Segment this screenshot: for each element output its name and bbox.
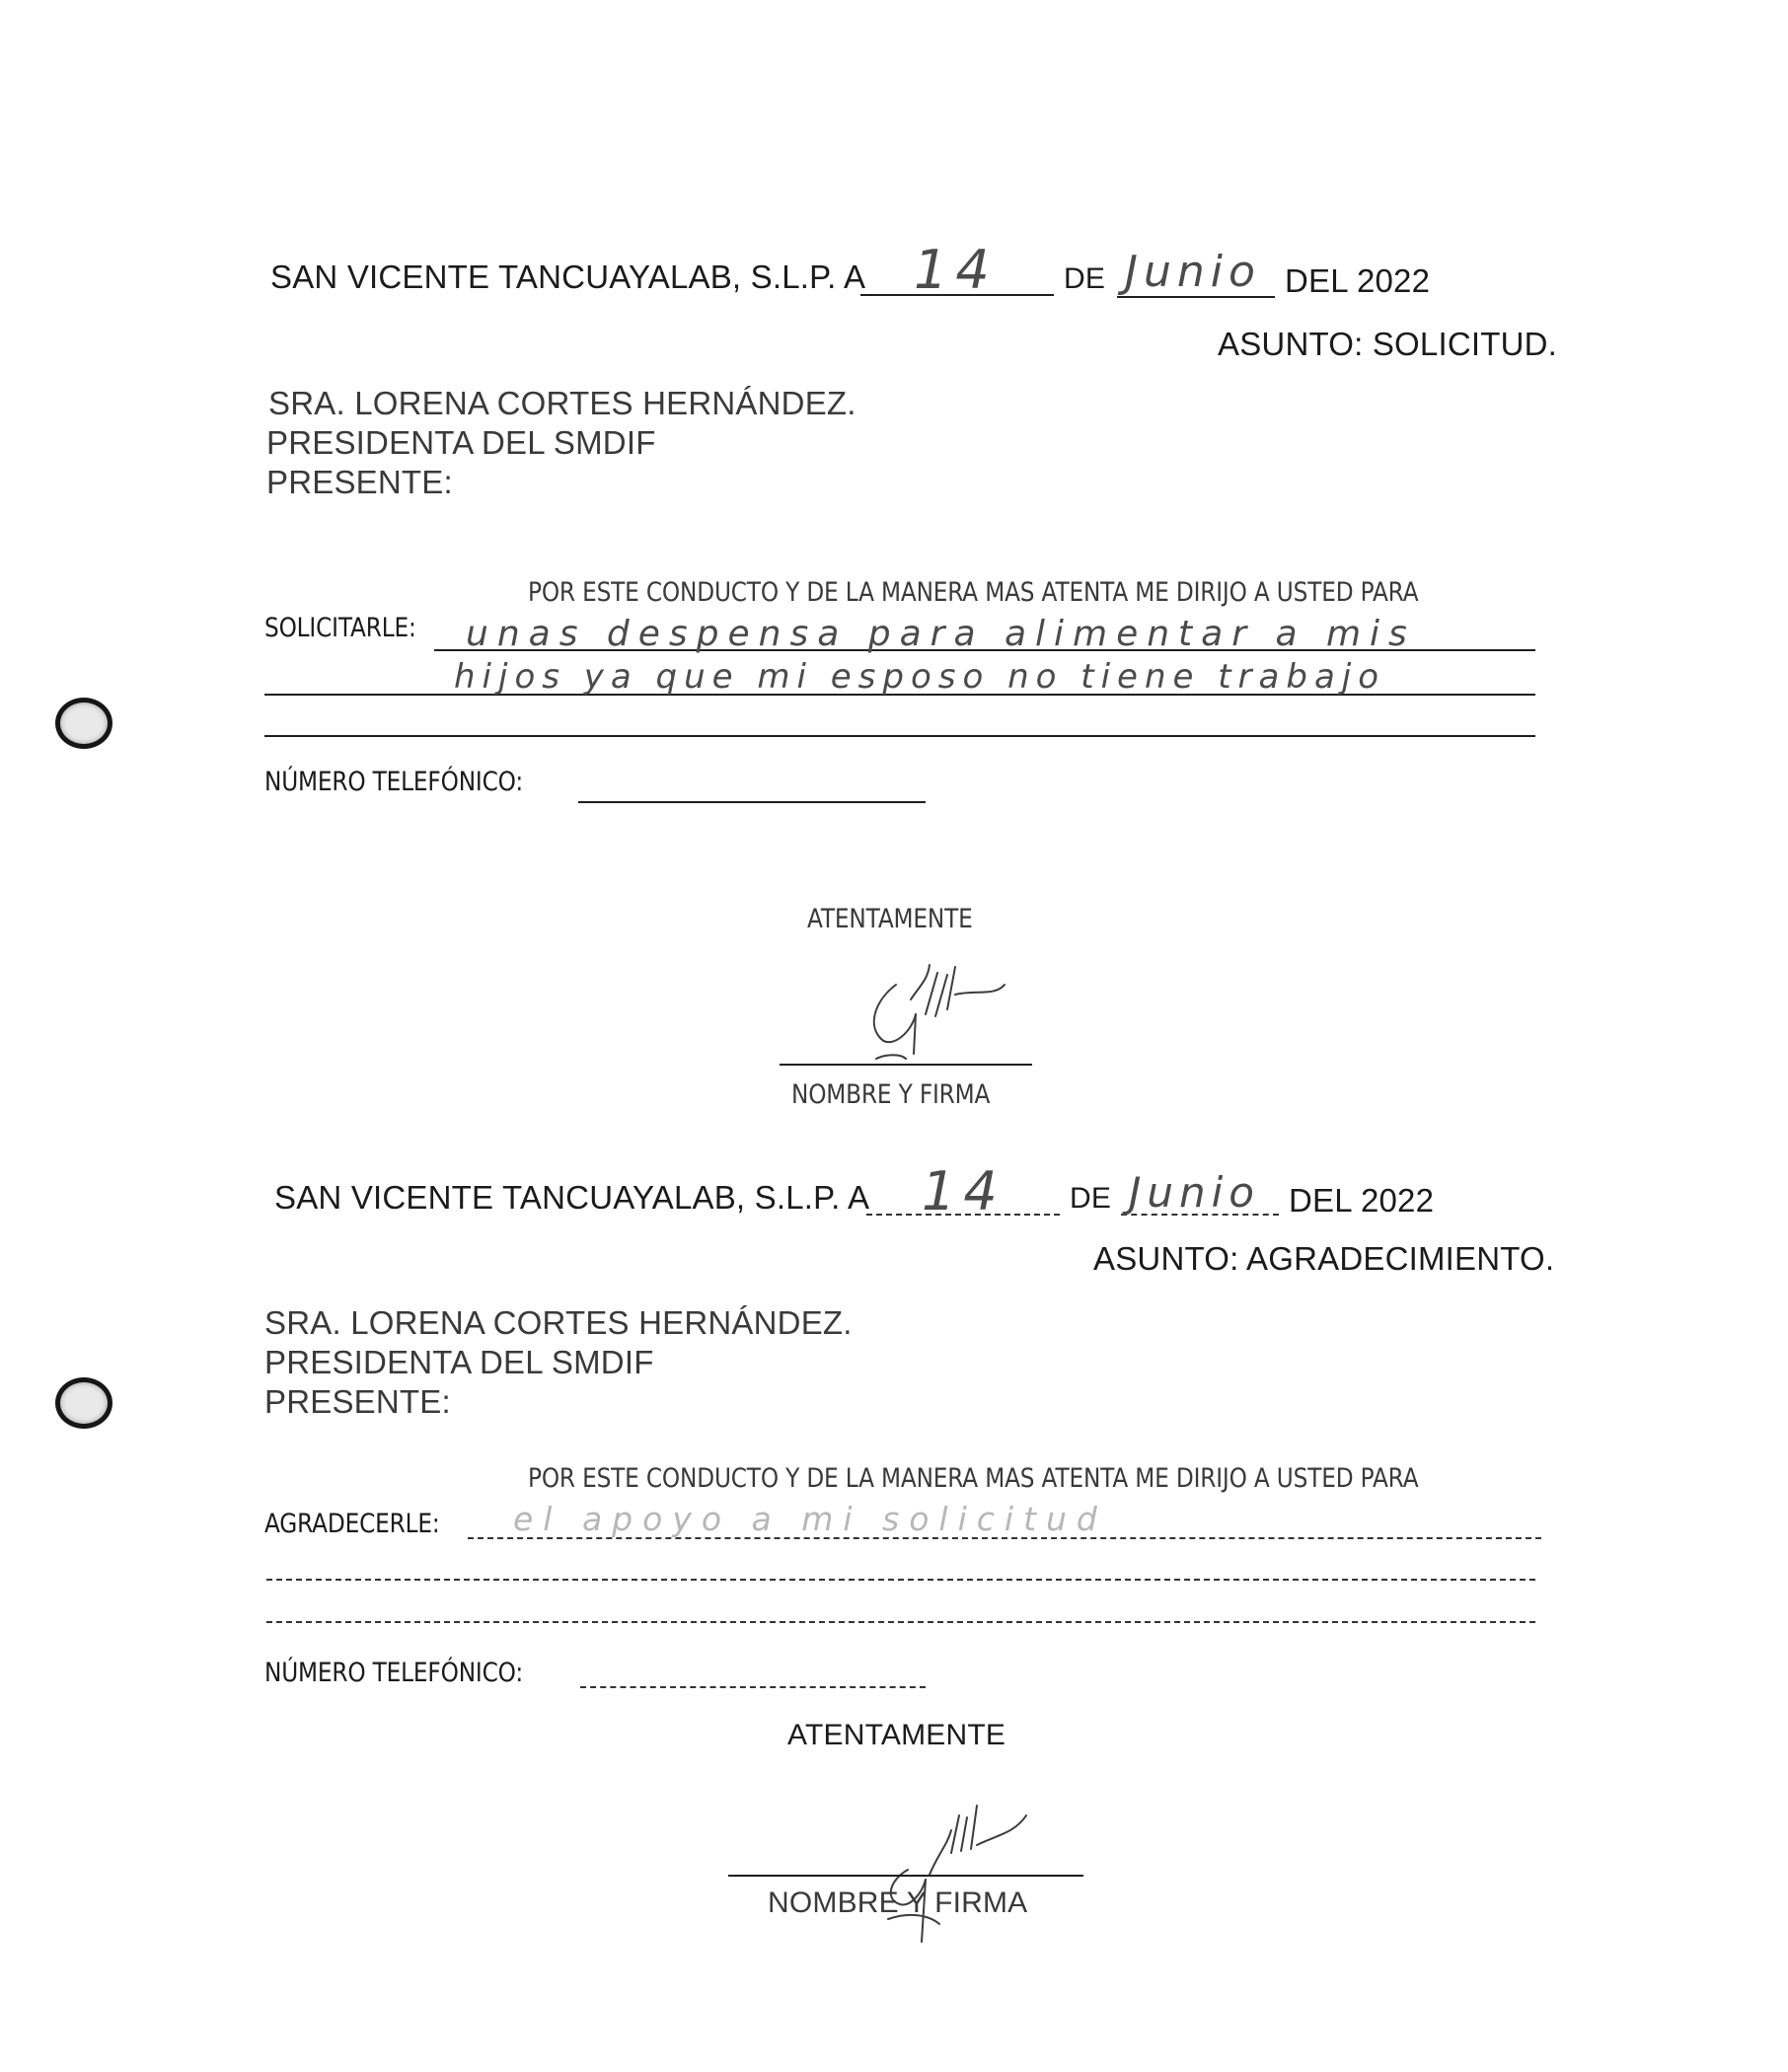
intro-text: POR ESTE CONDUCTO Y DE LA MANERA MAS ATENTA ME DIRIJO A USTED PARA <box>528 577 1419 608</box>
thanks-handwritten-1: el apoyo a mi solicitud <box>513 1500 1107 1538</box>
month-handwritten: Junio <box>1125 247 1261 297</box>
thanks-line-2 <box>266 1579 1535 1581</box>
day-handwritten: 14 <box>914 239 998 301</box>
punch-hole-bottom <box>55 1377 112 1429</box>
signature-line-bottom <box>728 1875 1083 1877</box>
year-label: DEL 2022 <box>1285 262 1431 299</box>
request-label: SOLICITARLE: <box>264 613 416 643</box>
subject: ASUNTO: AGRADECIMIENTO. <box>1093 1240 1555 1277</box>
closing-text: ATENTAMENTE <box>807 904 973 934</box>
phone-underline <box>578 801 926 803</box>
presente-label: PRESENTE: <box>266 464 453 500</box>
addressee-name: SRA. LORENA CORTES HERNÁNDEZ. <box>268 385 857 421</box>
signature-label: NOMBRE Y FIRMA <box>768 1887 1028 1919</box>
subject: ASUNTO: SOLICITUD. <box>1218 326 1558 362</box>
day-handwritten: 14 <box>922 1160 1006 1222</box>
year-label: DEL 2022 <box>1289 1182 1435 1219</box>
presente-label: PRESENTE: <box>264 1383 451 1420</box>
place-date-prefix: SAN VICENTE TANCUAYALAB, S.L.P. A <box>270 259 866 295</box>
place-date-prefix: SAN VICENTE TANCUAYALAB, S.L.P. A <box>274 1179 870 1216</box>
signature-line-top <box>780 1064 1032 1066</box>
phone-underline <box>580 1686 926 1688</box>
de-label: DE <box>1064 262 1106 295</box>
addressee-title: PRESIDENTA DEL SMDIF <box>264 1344 654 1380</box>
thanks-line-3 <box>266 1621 1535 1623</box>
request-handwritten-1: unas despensa para alimentar a mis <box>466 614 1416 654</box>
thanks-label: AGRADECERLE: <box>264 1509 440 1539</box>
addressee-title: PRESIDENTA DEL SMDIF <box>266 424 656 461</box>
intro-text: POR ESTE CONDUCTO Y DE LA MANERA MAS ATENTA ME DIRIJO A USTED PARA <box>528 1463 1419 1494</box>
month-handwritten: Junio <box>1129 1168 1260 1217</box>
signature-top <box>857 955 1034 1064</box>
phone-label: NÚMERO TELEFÓNICO: <box>264 767 523 797</box>
punch-hole-top <box>55 698 112 749</box>
closing-text: ATENTAMENTE <box>787 1719 1006 1751</box>
signature-label: NOMBRE Y FIRMA <box>791 1079 991 1110</box>
request-handwritten-2: hijos ya que mi esposo no tiene trabajo <box>454 657 1386 697</box>
phone-label: NÚMERO TELEFÓNICO: <box>264 1658 523 1688</box>
addressee-name: SRA. LORENA CORTES HERNÁNDEZ. <box>264 1304 853 1341</box>
request-line-3 <box>264 735 1535 737</box>
de-label: DE <box>1070 1182 1112 1215</box>
